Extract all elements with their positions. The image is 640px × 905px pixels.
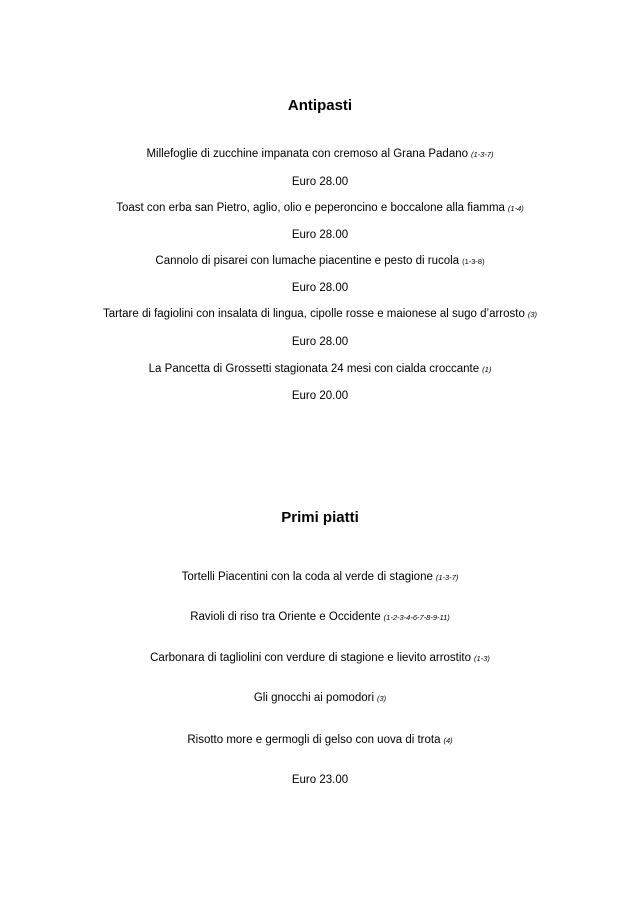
allergen-codes: (1-2-3-4-6-7-8-9-11) bbox=[383, 613, 450, 622]
allergen-codes: (1) bbox=[482, 365, 492, 374]
dish-price: Euro 20.00 bbox=[291, 390, 349, 402]
allergen-codes: (4) bbox=[443, 736, 453, 745]
menu-item-carbonara bbox=[0, 651, 640, 666]
dish-name: Ravioli di riso tra Oriente e Occidente bbox=[190, 611, 381, 623]
allergen-codes: (1-4) bbox=[507, 204, 524, 213]
menu-item-gnocchi bbox=[0, 691, 640, 706]
dish-price: Euro 28.00 bbox=[291, 176, 349, 188]
allergen-codes: (1-3-7) bbox=[435, 573, 459, 582]
dish-name: Risotto more e germogli di gelso con uova di trota bbox=[187, 734, 441, 746]
dish-price: Euro 28.00 bbox=[291, 282, 349, 294]
allergen-codes: (3) bbox=[527, 310, 538, 319]
dish-name: Carbonara di tagliolini con verdure di stagione e lievito arrostito bbox=[150, 652, 472, 664]
dish-price: Euro 28.00 bbox=[291, 229, 349, 241]
dish-name: Tartare di fagiolini con insalata di lingua, cipolle rosse e maionese al sugo d’arrosto bbox=[102, 308, 525, 320]
allergen-codes: (3) bbox=[377, 694, 387, 703]
allergen-codes: (1-3-8) bbox=[462, 257, 485, 266]
section-title-antipasti: Antipasti bbox=[287, 97, 353, 114]
menu-item-cannolo bbox=[0, 254, 640, 269]
menu-item-tortelli bbox=[0, 570, 640, 585]
dish-name: Cannolo di pisarei con lumache piacentine e pesto di rucola bbox=[155, 255, 460, 267]
dish-name: Toast con erba san Pietro, aglio, olio e peperoncino e boccalone alla fiamma bbox=[116, 202, 505, 214]
dish-name: Gli gnocchi ai pomodori bbox=[253, 692, 374, 704]
menu-item-pancetta bbox=[0, 362, 640, 377]
menu-item-toast bbox=[0, 201, 640, 216]
section-title-primi-piatti: Primi piatti bbox=[281, 509, 359, 526]
menu-item-millefoglie bbox=[0, 147, 640, 162]
dish-name: La Pancetta di Grossetti stagionata 24 mesi con cialda croccante bbox=[148, 363, 480, 375]
menu-item-risotto bbox=[0, 733, 640, 748]
dish-price: Euro 28.00 bbox=[291, 336, 349, 348]
section-price: Euro 23.00 bbox=[291, 774, 349, 786]
menu-item-tartare bbox=[0, 307, 640, 322]
allergen-codes: (1-3-7) bbox=[471, 150, 494, 159]
menu-item-ravioli bbox=[0, 610, 640, 625]
dish-name: Millefoglie di zucchine impanata con cremoso al Grana Padano bbox=[146, 148, 469, 160]
allergen-codes: (1-3) bbox=[474, 654, 490, 663]
dish-name: Tortelli Piacentini con la coda al verde di stagione bbox=[181, 571, 433, 583]
